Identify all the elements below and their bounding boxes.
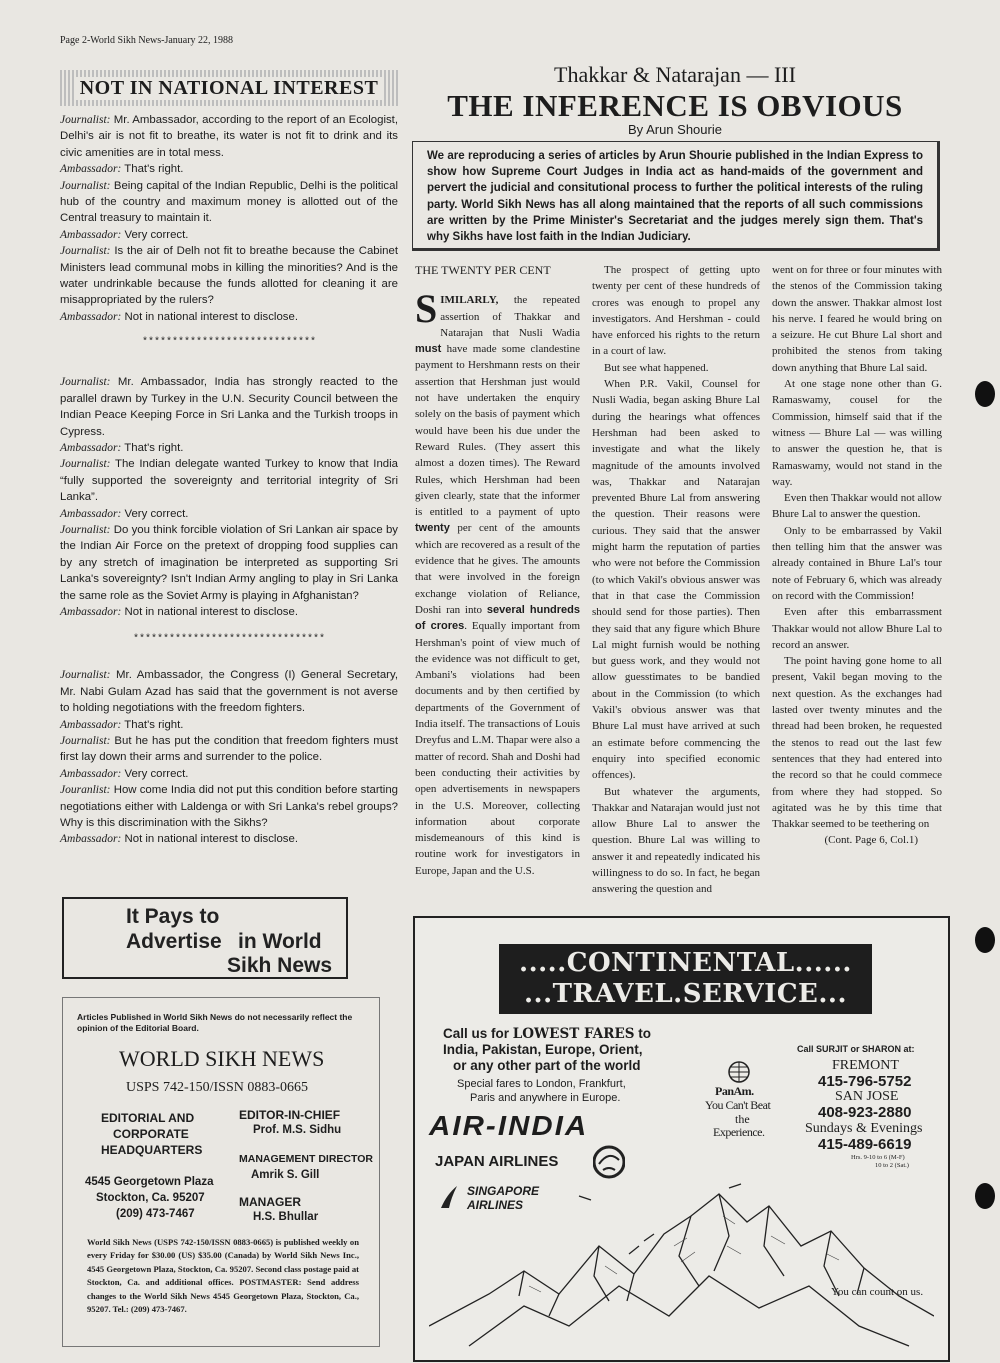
singapore-airlines-logo: SINGAPORE: [467, 1184, 540, 1198]
staff-name: H.S. Bhullar: [253, 1211, 319, 1223]
staff-label: MANAGER: [239, 1195, 301, 1209]
interview-block-3: [60, 667, 398, 847]
ad-line: in World: [238, 930, 322, 953]
usps-number: USPS 742-150/ISSN 0883-0665: [126, 1080, 309, 1095]
continuation-note: (Cont. Page 6, Col.1): [824, 834, 918, 847]
article-paragraph: When P.R. Vakil, Counsel for Nusli Wadia, began asking Bhure Lal during the hearings what offences Hershman had been asked to investigate and what the likely magnitude of the amounts involved was, Thakkar and Natarajan prevented Bhure Lal from answering the question. Their reasons were curious. They said that the answer might harm the reputation of parties who were not before the Commission (to which Vakil's obvious answer was that in that case the Commission should send for those parties). Then they said that any figure which Bhure Lal might furnish would be nothing but guess work, and they would not allow guesstimates to be bandied about in the Commission (to which Vakil's obvious answer was that Bhure Lal must have arrived at such an estimate before commencing the enquiry into specified economic offences).: [592, 378, 760, 782]
exchange-line: Ambassador: Very correct.: [60, 507, 189, 520]
advertise-box: [62, 897, 348, 979]
exchange-line: Ambassador: Very correct.: [60, 767, 189, 780]
punch-hole: [975, 927, 995, 953]
star-divider: *****************************: [141, 337, 317, 349]
fine-print: World Sikh News (USPS 742-150/ISSN 0883-0665) is published weekly on every Friday for $30.00 (US) $35.00 (Canada) by World Sikh News Inc., 4545 Georgetown Plaza, Stockton, Ca. 95207. Second class postage paid at Stockton, Ca. and additional offices. POSTMASTER: Send address changes to the World Sikh News 4545 Georgetown Plaza, Stockton, Ca., 95207. Tel.: (209) 473-7467.: [87, 1237, 359, 1315]
punch-hole: [975, 1183, 995, 1209]
exchange-line: Journalist: Is the air of Delh not fit to breathe because the Cabinet Ministers lead communal mobs in killing the minorities? And is the water undrinkable because the funds allotted for cleaning it are misappropriated by the rulers?: [60, 245, 398, 307]
panam-line: the: [735, 1112, 750, 1126]
call-line: Call us for LOWEST FARES to: [443, 1026, 651, 1042]
exchange-line: Journalist: Being capital of the Indian Republic, Delhi is the political hub of the country and maximum money is allotted out of the Central treasury to maintain it.: [60, 179, 398, 225]
phone-line: (209) 473-7467: [116, 1208, 195, 1220]
exchange-line: Journalist: Do you think forcible violation of Sri Lankan air space by the Indian Air Force on the pretext of dropping food supplies can by any stretch of imagination be interpreted as supporting Sri Lanka's sovereignty? Isn't Indian Army angling to play in Sri Lanka the same role as the Soviet Army is playing in Afghanistan?: [60, 523, 398, 602]
article-paragraph: The prospect of getting upto twenty per cent of these hundreds of crores was enough to propel any investigators. And Hershman - could have enforced his rights to the return in a court of law.: [592, 264, 760, 358]
ad-line: Sikh News: [227, 954, 333, 977]
hq-label: EDITORIAL AND: [101, 1111, 195, 1125]
article-subhead: THE TWENTY PER CENT: [415, 263, 551, 277]
star-divider: ********************************: [132, 634, 326, 646]
punch-hole: [975, 381, 995, 407]
special-fares: Special fares to London, Frankfurt,: [457, 1078, 626, 1090]
phone-number: 415-489-6619: [818, 1136, 912, 1153]
article-paragraph: Even then Thakkar would not allow Bhure Lal to answer the question.: [772, 492, 942, 521]
drop-cap: S: [415, 286, 438, 332]
exchange-line: Journalist: Mr. Ambassador, according to the report of an Ecologist, Delhi's air is not fit to breathe, its water is not fit to drink and its civic amenities are in total mess.: [60, 114, 398, 159]
article-kicker: Thakkar & Natarajan — III: [554, 62, 796, 87]
article-paragraph: But see what happened.: [604, 361, 709, 374]
exchange-line: Journalist: The Indian delegate wanted Turkey to know that India “fully supported the sovereignty and territorial integrity of Sri Lanka”.: [60, 458, 398, 504]
staff-name: Amrik S. Gill: [251, 1169, 320, 1181]
crane-logo-icon: [593, 1144, 625, 1180]
travel-banner: [499, 944, 872, 1014]
special-fares: Paris and anywhere in Europe.: [470, 1092, 621, 1104]
address-line: 4545 Georgetown Plaza: [85, 1176, 214, 1188]
japan-airlines-logo: JAPAN AIRLINES: [435, 1153, 559, 1170]
article-intro-box: We are reproducing a series of articles by Arun Shourie published in the Indian Express to show how Supreme Court Judges in India act as hand-maids of the government and pervert the judicial and consitutional process to further the political interests of the ruling party. World Sikh News has all along maintained that the reports of all such commissions are written by the Prime Minister's Secretariat and the judges merely sign them. That's why Sikhs have lost faith in the Indian Judiciary.: [412, 141, 940, 251]
hq-label: HEADQUARTERS: [101, 1143, 203, 1157]
call-line: or any other part of the world: [453, 1058, 641, 1073]
call-line: India, Pakistan, Europe, Orient,: [443, 1042, 643, 1057]
phone-number: 408-923-2880: [818, 1104, 912, 1121]
article-paragraph: The point having gone home to all present, Vakil began moving to the next question. As the exchanges had lasted over twenty minutes and the thread had been broken, he requested the stenos to read out the last few sentences that they had entered into the record so that he could commece from where they had stopped. So agitated was he by this time that Thakkar seemed to be teethering on: [772, 655, 942, 831]
air-india-logo: AIR-INDIA: [429, 1110, 589, 1141]
article-byline: By Arun Shourie: [628, 122, 722, 137]
exchange-line: Ambassador: That's right.: [60, 718, 184, 731]
banner-line: ...TRAVEL.SERVICE...: [524, 979, 847, 1009]
article-paragraph: At one stage none other than G. Ramaswamy, cousel for the Commission, himself said that if the witness — Bhure Lal — was willing to answer the question he, that is Ramaswamy, would not stand in the way.: [772, 378, 942, 488]
hours-line: 10 to 2 (Sat.): [875, 1162, 909, 1169]
phone-number: 415-796-5752: [818, 1073, 912, 1090]
article-paragraph: SIMILARLY, the repeated assertion of Thakkar and Natarajan that Nusli Wadia must have made some clandestine payment to Hershmann rests on their assertion that Hershman just would not have undertaken the enquiry solely on the basis of payment which would have been his due under the Reward Rules. (They assert this almost a dozen times). The Reward Rules, which Hershman had been given clearly, state that the informer is entitled to a payment of upto twenty per cent of the amounts which are recovered as a result of the evidence that he gives. The amounts that were involved in the foreign exchange violation of Reliance, Doshi ran into several hundreds of crores. Equally important from Hershman's point of view much of the evidence was not difficult to get, Ambani's violations had been documents and by then certified by departments of the Government of India itself. The transactions of Louis Dreyfus and L.M. Thapar were also a matter of record. Shah and Doshi had been conducting their activities by open advertisements in newspapers in the U.S. Moreover, collecting information about corporate misdemeanours of this kind is routine work for investigators in Europe, Japan and the U.S.: [415, 286, 580, 877]
evenings-label: Sundays & Evenings: [805, 1121, 923, 1136]
exchange-line: Journalist: But he has put the condition that freedom fighters must first lay down their arms and surrender to the police.: [60, 735, 398, 764]
panam-line: PanAm.: [715, 1084, 754, 1098]
section-title: NOT IN NATIONAL INTEREST: [74, 77, 385, 100]
panam-line: You Can't Beat: [705, 1098, 771, 1112]
article-paragraph: But whatever the arguments, Thakkar and Natarajan would just not allow Bhure Lal to answer the question. Bhure Lal was willing to answer it and repeatedly indicated his willingness to do so. In fact, he began answering the question and: [592, 785, 760, 896]
interview-block-1: [60, 112, 398, 325]
hours-line: Hrs. 9-10 to 6 (M-F): [851, 1154, 905, 1161]
masthead-box: [62, 997, 380, 1347]
call-names: Call SURJIT or SHARON at:: [797, 1044, 915, 1054]
interview-block-2: [60, 374, 398, 620]
ad-slogan: You can count on us.: [831, 1286, 924, 1298]
hq-label: CORPORATE: [113, 1127, 189, 1141]
article-paragraph: went on for three or four minutes with the stenos of the Commission taking down the answer. Thakkar almost lost his nerve. I feared he would bring on a seizure. He cut Bhure Lal short and prohibited the stenos from taking down anything that Bhure Lal said.: [772, 264, 942, 374]
page-folio: Page 2-World Sikh News-January 22, 1988: [60, 35, 234, 46]
city-name: FREMONT: [832, 1058, 899, 1073]
article-column-2: [592, 262, 760, 898]
disclaimer: Articles Published in World Sikh News do not necessarily reflect the opinion of the Editorial Board.: [77, 1012, 353, 1033]
banner-line: .....CONTINENTAL......: [519, 948, 852, 978]
exchange-line: Ambassador: That's right.: [60, 441, 184, 454]
article-paragraph: Even after this embarrassment Thakkar would not allow Bhure Lal to record an answer.: [772, 606, 942, 651]
panam-line: Experience.: [713, 1125, 765, 1139]
staff-label: MANAGEMENT DIRECTOR: [239, 1153, 373, 1165]
exchange-line: Ambassador: Not in national interest to disclose.: [60, 833, 298, 846]
travel-service-ad: [413, 916, 950, 1362]
ad-line: Advertise: [126, 930, 222, 953]
exchange-line: Ambassador: Not in national interest to disclose.: [60, 605, 298, 618]
city-name: SAN JOSE: [835, 1089, 899, 1104]
exchange-line: Journalist: Mr. Ambassador, India has strongly reacted to the parallel drawn by Turkey in the U.N. Security Council between the Indian Peace Keeping Force in Sri Lanka and the Turkish troops in Cypress.: [60, 376, 398, 438]
singapore-airlines-logo: AIRLINES: [467, 1198, 524, 1212]
exchange-line: Ambassador: That's right.: [60, 163, 184, 176]
masthead-name: WORLD SIKH NEWS: [119, 1046, 325, 1071]
article-paragraph: Only to be embarrassed by Vakil then telling him that the answer was already contained in Bhure Lal's tour note of February 6, which was already on record with the Commission!: [772, 524, 942, 602]
exchange-line: Ambassador: Not in national interest to disclose.: [60, 310, 298, 323]
exchange-line: Journalist: Mr. Ambassador, the Congress (I) General Secretary, Mr. Nabi Gulam Azad has said that the government is not averse to holding negotiations with the freedom fighters.: [60, 669, 398, 715]
article-column-3: [772, 262, 942, 849]
exchange-line: Jouranlist: How come India did not put this condition before starting negotiations either with Laldenga or with Sri Lanka's rebel groups? Why is this discrimination with the Sikhs?: [60, 784, 398, 830]
section-title-band: [60, 70, 398, 106]
ad-line: It Pays to: [126, 905, 220, 928]
address-line: Stockton, Ca. 95207: [96, 1192, 205, 1204]
mountain-illustration: [429, 1176, 934, 1354]
article-column-1: [415, 262, 580, 879]
article-headline: THE INFERENCE IS OBVIOUS: [447, 88, 903, 123]
left-column: [60, 70, 398, 848]
globe-logo-icon: [728, 1061, 750, 1083]
exchange-line: Ambassador: Very correct.: [60, 228, 189, 241]
staff-label: EDITOR-IN-CHIEF: [239, 1108, 341, 1122]
staff-name: Prof. M.S. Sidhu: [253, 1124, 342, 1136]
